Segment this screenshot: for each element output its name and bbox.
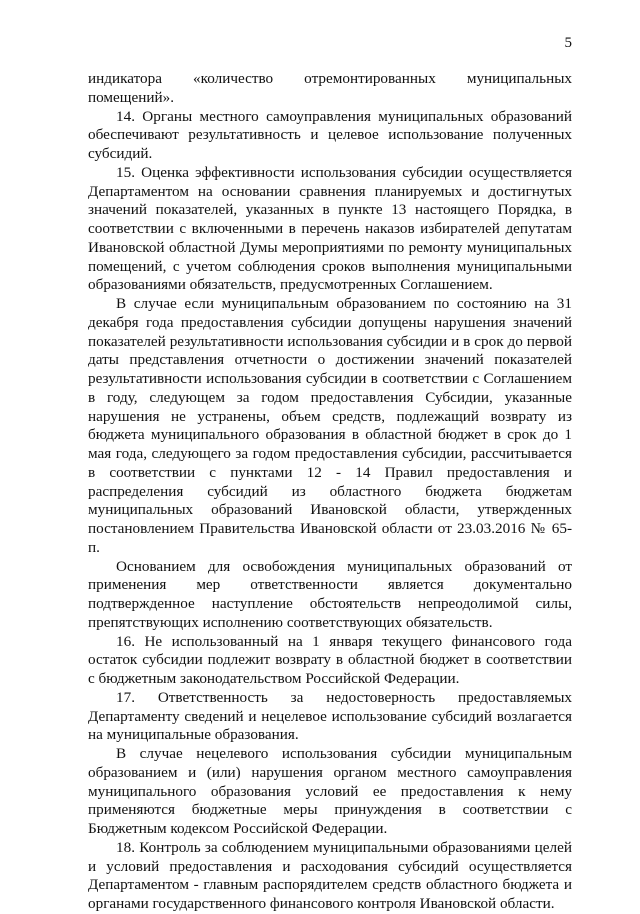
paragraph-continuation: индикатора «количество отремонтированных муниципальных помещений». (88, 70, 572, 106)
document-body (88, 70, 572, 914)
paragraph-item-18: 18. Контроль за соблюдением муниципальными образованиями целей и условий предоставления и расходования субсидий осуществляется Департаментом - главным распорядителем средств областного бюджета и органами государственного финансового контроля Ивановской области. (88, 838, 572, 912)
paragraph-force-majeure: Основанием для освобождения муниципальных образований от применения мер ответственности является документально подтвержденное наступление обстоятельств непреодолимой силы, препятствующих исполнению соответствующих обязательств. (88, 557, 572, 631)
paragraph-violation-return: В случае если муниципальным образованием по состоянию на 31 декабря года предоставления субсидии допущены нарушения значений показателей результативности использования субсидии и в срок до первой даты представления отчетности о достижении значений показателей результативности использования субсидии в соответствии с Соглашением в году, следующем за годом предоставления Субсидии, указанные нарушения не устранены, объем средств, подлежащий возврату из бюджета муниципального образования в областной бюджет в срок до 1 мая года, следующего за годом предоставления субсидии, рассчитывается в соответствии с пунктами 12 - 14 Правил предоставления и распределения субсидий из областного бюджета бюджетам муниципальных образований Ивановской области, утвержденных постановлением Правительства Ивановской области от 23.03.2016 № 65-п. (88, 295, 572, 556)
paragraph-misuse-measures: В случае нецелевого использования субсидии муниципальным образованием и (или) нарушения органом местного самоуправления муниципального образования условий ее предоставления к нему применяются бюджетные меры принуждения в соответствии с Бюджетным кодексом Российской Федерации. (88, 745, 572, 837)
page-number: 5 (564, 35, 572, 51)
paragraph-item-17: 17. Ответственность за недостоверность предоставляемых Департаменту сведений и нецелевое использование субсидий возлагается на муниципальные образования. (88, 688, 572, 744)
paragraph-item-14: 14. Органы местного самоуправления муниципальных образований обеспечивают результативность и целевое использование полученных субсидий. (88, 107, 572, 162)
paragraph-item-16: 16. Не использованный на 1 января текущего финансового года остаток субсидии подлежит возврату в областной бюджет в соответствии с бюджетным законодательством Российской Федерации. (88, 632, 572, 687)
paragraph-item-15: 15. Оценка эффективности использования субсидии осуществляется Департаментом на основании сравнения планируемых и достигнутых значений показателей, указанных в пункте 13 настоящего Порядка, в соответствии с включенными в перечень наказов избирателей депутатам Ивановской областной Думы мероприятиями по ремонту муниципальных помещений, с учетом соблюдения сроков выполнения муниципальными образованиями обязательств, предусмотренных Соглашением. (88, 163, 572, 294)
